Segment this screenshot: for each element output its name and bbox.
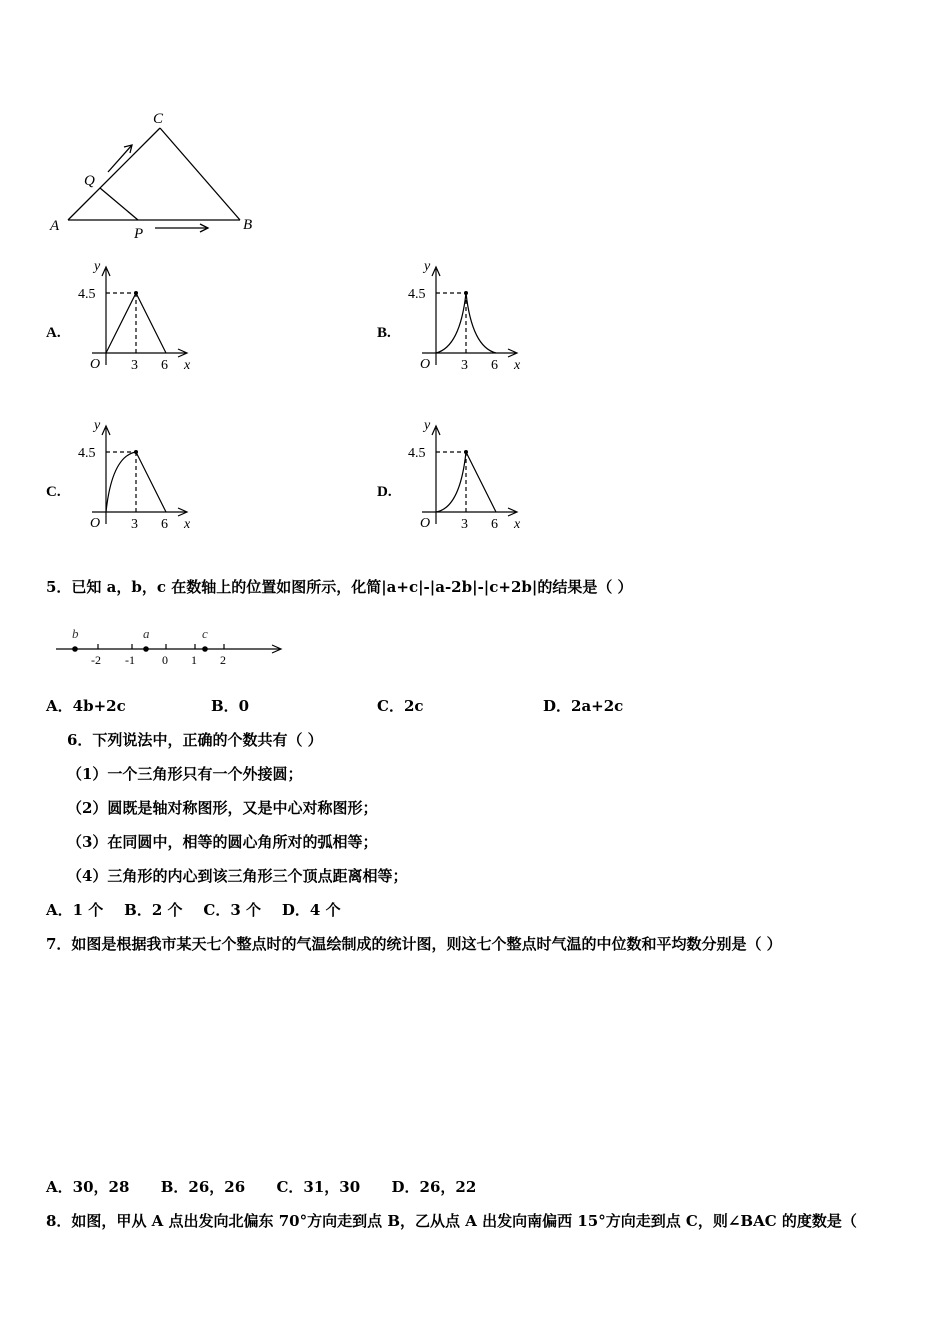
x-axis-label: x [514,358,521,373]
tick-label-minus-1: -1 [125,653,135,667]
triangle-figure [40,100,280,245]
origin-label: O [420,516,431,531]
q6-item-4: （4）三角形的内心到该三角形三个顶点距离相等； [67,867,408,885]
option-b-graph [400,255,530,380]
x-tick-6: 6 [491,517,498,532]
x-axis-label: x [184,358,191,373]
label-a: A [50,218,60,234]
number-line-figure [50,624,290,670]
origin-label: O [90,516,101,531]
x-axis-label: x [184,517,191,532]
y-tick-label: 4.5 [408,446,426,461]
y-tick-label: 4.5 [78,287,96,302]
tick-label-1: 1 [191,653,197,667]
label-q: Q [84,173,95,189]
q5-option-c: C．2c [377,697,424,715]
x-tick-3: 3 [131,517,138,532]
q6-stem: 6．下列说法中，正确的个数共有（ ） [67,731,323,749]
y-tick-label: 4.5 [78,446,96,461]
option-d-graph [400,414,530,539]
segment-pq [100,188,138,220]
q6-options: A．1 个 B．2 个 C．3 个 D．4 个 [46,901,341,919]
peak-point [464,291,468,295]
y-axis-label: y [94,259,101,274]
segment-bc [160,128,240,220]
point-c-label: c [202,626,208,641]
option-c-label: C. [46,484,61,500]
y-tick-label: 4.5 [408,287,426,302]
q5-stem: 5．已知 a，b，c 在数轴上的位置如图所示，化简|a+c|-|a-2b|-|c+2b|的结果是（ ） [46,578,633,596]
q8-stem: 8．如图，甲从 A 点出发向北偏东 70°方向走到点 B，乙从点 A 出发向南偏西 15°方向走到点 C，则∠BAC 的度数是（ [46,1212,857,1230]
point-b-label: b [72,626,79,641]
y-axis-label: y [94,418,101,433]
origin-label: O [90,357,101,372]
q7-chart-placeholder [46,965,896,1165]
tick-label-2: 2 [220,653,226,667]
q6-item-2: （2）圆既是轴对称图形，又是中心对称图形； [67,799,378,817]
tick-label-0: 0 [162,653,168,667]
q7-options: A．30，28 B．26，26 C．31，30 D．26，22 [46,1178,477,1196]
q5-option-b: B．0 [211,697,250,715]
x-tick-3: 3 [461,517,468,532]
x-tick-6: 6 [161,517,168,532]
point-a-label: a [143,626,150,641]
x-tick-3: 3 [461,358,468,373]
q6-item-1: （1）一个三角形只有一个外接圆； [67,765,303,783]
q6-item-3: （3）在同圆中，相等的圆心角所对的弧相等； [67,833,378,851]
peak-point [464,450,468,454]
x-tick-6: 6 [491,358,498,373]
x-tick-6: 6 [161,358,168,373]
option-b-label: B. [377,325,391,341]
peak-point [134,291,138,295]
point-b [72,646,78,652]
q5-option-a: A．4b+2c [46,697,126,715]
y-axis-label: y [424,418,431,433]
q7-stem: 7．如图是根据我市某天七个整点时的气温绘制成的统计图，则这七个整点时气温的中位数和平均数分别是（ ） [46,935,782,953]
label-b: B [243,217,253,233]
x-axis-label: x [514,517,521,532]
option-a-label: A. [46,325,61,341]
label-p: P [134,226,144,242]
q5-option-d: D．2a+2c [543,697,624,715]
point-c [202,646,208,652]
y-axis-label: y [424,259,431,274]
tick-label-minus-2: -2 [91,653,101,667]
option-d-label: D. [377,484,392,500]
option-c-graph [70,414,200,539]
label-c: C [153,111,164,127]
x-tick-3: 3 [131,358,138,373]
option-a-graph [70,255,200,380]
origin-label: O [420,357,431,372]
segment-ac [68,128,160,220]
point-a [143,646,149,652]
peak-point [134,450,138,454]
